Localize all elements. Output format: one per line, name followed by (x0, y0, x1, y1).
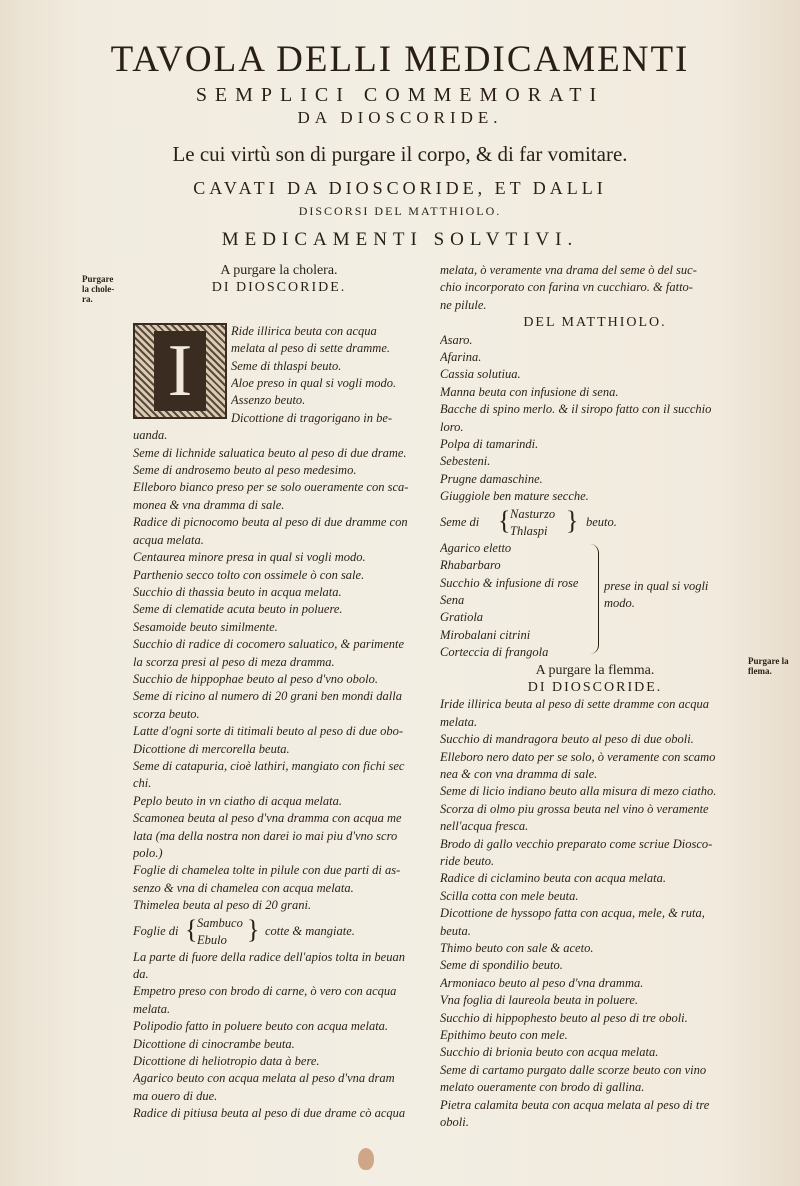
text-line: Foglie di chamelea tolte in pilule con due parti di as- (133, 863, 401, 878)
text-line: Succhio di mandragora beuto al peso di due oboli. (440, 732, 694, 747)
text-line: Seme di ricino al numero di 20 grani ben mondi dalla (133, 689, 402, 704)
text-line: Scilla cotta con mele beuta. (440, 888, 579, 903)
text-line: Seme di androsemo beuto al peso medesimo. (133, 463, 357, 478)
page-title: TAVOLA DELLI MEDICAMENTI (110, 39, 690, 80)
text-line: Gratiola (440, 610, 484, 625)
text-line: Seme di cartamo purgato dalle scorze beuto con vino (440, 1062, 707, 1077)
text-line: Radice di picnocomo beuta al peso di due dramme con (133, 515, 408, 530)
text-line: Seme di spondilio beuto. (440, 958, 563, 973)
text-line: Prugne damaschine. (440, 471, 543, 486)
text-line: Corteccia di frangola (440, 645, 549, 660)
text-line: Dicottione di mercorella beuta. (133, 741, 290, 756)
text-line: acqua melata. (133, 532, 204, 547)
right-head-matthiolo: DEL MATTHIOLO. (523, 315, 667, 331)
text-line: nell'acqua fresca. (440, 819, 529, 834)
brace-items (510, 506, 555, 541)
brace-items (197, 915, 243, 950)
text-line: Pietra calamita beuta con acqua melata al peso di tre (440, 1097, 710, 1112)
right-bracket-group (440, 540, 750, 662)
text-line: Succhio di hippophesto beuto al peso di tre oboli. (440, 1010, 688, 1025)
decorative-ornament (358, 1148, 374, 1170)
right-brace-group (440, 506, 750, 540)
initial-text-block (133, 323, 425, 427)
text-line: Succhio di thassia beuto in acqua melata. (133, 584, 342, 599)
text-line: oboli. (440, 1115, 469, 1130)
text-line: Thimelea beuta al peso di 20 grani. (133, 898, 312, 913)
brace-tail: cotte & mangiate. (265, 923, 355, 938)
left-brace-group (133, 915, 425, 949)
text-line: Aloe preso in qual si vogli modo. (231, 376, 397, 391)
initial-letter: I (154, 331, 207, 411)
text-line: ne pilule. (440, 297, 487, 312)
left-column (133, 262, 425, 1123)
text-line: Succhio de hippophae beuto al peso d'vno obolo. (133, 671, 378, 686)
text-line: Dicottione di tragorigano in be- (231, 410, 393, 425)
text-line: Dicottione de hyssopo fatta con acqua, mele, & ruta, (440, 906, 705, 921)
text-line: Iride illirica beuta al peso di sette dramme con acqua (440, 697, 710, 712)
text-line: melata al peso di sette dramme. (231, 341, 391, 356)
text-line: Polipodio fatto in poluere beuto con acqua melata. (133, 1019, 389, 1034)
right-entry-list-mid (440, 332, 750, 506)
text-line: melata, ò veramente vna drama del seme ò del suc- (440, 263, 697, 277)
bracket-tail: prese in qual si vogli modo. (604, 578, 709, 611)
brace-close: } (566, 505, 579, 535)
margin-note-flemma: Purgare la flema. (748, 656, 789, 676)
subtitle-semplici: SEMPLICI COMMEMORATI (195, 84, 605, 106)
text-line: Epithimo beuto con mele. (440, 1028, 568, 1043)
text-line: polo.) (133, 846, 163, 860)
text-line: nea & con vna dramma di sale. (440, 766, 598, 781)
text-line: Succhio di radice di cocomero saluatico, & parimente (133, 637, 405, 652)
bracket-mark (590, 544, 599, 654)
brace-open: { (185, 914, 198, 944)
text-line: Brodo di gallo vecchio preparato come scriue Diosco- (440, 836, 713, 851)
text-line: Sambuco (197, 915, 243, 930)
text-line: la scorza presi al peso di meza dramma. (133, 654, 335, 669)
text-line: Sebesteni. (440, 454, 491, 469)
text-line: Rhabarbaro (440, 558, 501, 573)
text-line: chi. (133, 776, 152, 791)
text-line: monea & vna dramma di sale. (133, 497, 285, 512)
text-line: chio incorporato con farina vn cucchiaro. & fatto- (440, 280, 693, 295)
text-line: senzo & vna di chamelea con acqua melata. (133, 880, 354, 895)
text-line: Parthenio secco tolto con ossimele ò con sale. (133, 567, 365, 582)
text-line: Ebulo (197, 933, 227, 948)
text-line: Empetro preso con brodo di carne, ò vero con acqua (133, 984, 397, 999)
subtitle-matthiolo: DISCORSI DEL MATTHIOLO. (298, 204, 502, 218)
text-line: Radice di pitiusa beuta al peso di due drame cò acqua (133, 1106, 406, 1121)
left-entry-list (133, 427, 425, 914)
text-line: Dicottione di cinocrambe beuta. (133, 1036, 295, 1051)
text-line: Afarina. (440, 350, 482, 365)
subtitle-virtu: Le cui virtù son di purgare il corpo, & di far vomitare. (172, 142, 628, 166)
text-line: Latte d'ogni sorte di titimali beuto al peso di due obo- (133, 724, 404, 739)
text-line: La parte di fuore della radice dell'apios tolta in beuan (133, 949, 405, 964)
text-line: Scamonea beuta al peso d'vna dramma con acqua me (133, 811, 402, 826)
brace-tail: beuto. (586, 514, 617, 529)
text-line: Mirobalani citrini (440, 627, 531, 642)
text-line: Seme di lichnide saluatica beuto al peso di due drame. (133, 445, 407, 460)
text-line: Assenzo beuto. (231, 393, 306, 408)
text-line: Sesamoide beuto similmente. (133, 619, 278, 634)
text-line: lata (ma della nostra non darei io mai piu d'vno scro (133, 828, 398, 843)
brace-open: { (498, 505, 511, 535)
text-line: Thlaspi (510, 524, 548, 539)
right-entry-list-bottom (440, 696, 750, 1131)
text-line: Seme di catapuria, cioè lathiri, mangiato con fichi sec (133, 758, 405, 773)
text-line: Armoniaco beuto al peso d'vna dramma. (440, 975, 644, 990)
text-line: Giuggiole ben mature secche. (440, 489, 589, 504)
text-line: melato oueramente con brodo di gallina. (440, 1080, 645, 1095)
section-heading-solutivi: MEDICAMENTI SOLVTIVI. (221, 229, 579, 250)
subtitle-dioscoride: DA DIOSCORIDE. (297, 108, 503, 127)
text-line: Peplo beuto in vn ciatho di acqua melata. (133, 793, 342, 808)
brace-lead: Foglie di (133, 923, 179, 938)
text-line: Succhio di brionia beuto con acqua melata. (440, 1045, 659, 1060)
text-line: Agarico eletto (440, 540, 512, 555)
right-entry-list-top (440, 262, 750, 314)
text-line: loro. (440, 419, 464, 434)
text-line: Succhio & infusione di rose (440, 575, 579, 590)
text-line: Nasturzo (510, 506, 556, 521)
margin-note-cholera: Purgare la chole-ra. (82, 274, 115, 304)
text-line: Scorza di olmo piu grossa beuta nel vino ò veramente (440, 801, 709, 816)
text-line: scorza beuto. (133, 706, 200, 721)
text-line: Polpa di tamarindi. (440, 437, 539, 452)
brace-close: } (247, 914, 260, 944)
text-line: Asaro. (440, 332, 473, 347)
left-entry-list-2 (133, 949, 425, 1123)
right-column (440, 262, 750, 1132)
text-line: Centaurea minore presa in qual si vogli modo. (133, 550, 366, 565)
text-line: Dicottione di heliotropio data à bere. (133, 1054, 320, 1069)
text-line: Elleboro bianco preso per se solo oueramente con sca- (133, 480, 409, 495)
text-line: da. (133, 967, 149, 982)
text-line: Seme di thlaspi beuto. (231, 358, 342, 373)
right-head-dioscoride: DI DIOSCORIDE. (527, 679, 663, 695)
left-head: DI DIOSCORIDE. (211, 280, 347, 296)
brace-lead: Seme di (440, 514, 480, 529)
text-line: Seme di licio indiano beuto alla misura di mezo ciatho. (440, 784, 717, 799)
text-line: uanda. (133, 428, 168, 443)
text-line: Elleboro nero dato per se solo, ò veramente con scamo (440, 749, 716, 764)
text-line: Bacche di spino merlo. & il siropo fatto con il succhio (440, 402, 712, 417)
text-line: beuta. (440, 923, 471, 938)
text-line: Ride illirica beuta con acqua (231, 323, 377, 338)
text-line: Thimo beuto con sale & aceto. (440, 941, 594, 956)
text-line: Agarico beuto con acqua melata al peso d'vna dram (133, 1071, 395, 1086)
text-line: Radice di ciclamino beuta con acqua melata. (440, 871, 666, 886)
left-subhead: A purgare la cholera. (220, 263, 338, 278)
text-line: melata. (133, 1001, 171, 1016)
right-subhead-flemma: A purgare la flemma. (535, 662, 655, 678)
text-line: Vna foglia di laureola beuta in poluere. (440, 993, 639, 1008)
text-line: ride beuto. (440, 854, 495, 868)
text-line: Cassia solutiua. (440, 367, 521, 382)
text-line: Sena (440, 592, 465, 607)
text-line: ma ouero di due. (133, 1088, 218, 1103)
text-line: melata. (440, 714, 478, 729)
text-line: Seme di clematide acuta beuto in poluere. (133, 602, 343, 617)
subtitle-cavati: CAVATI DA DIOSCORIDE, ET DALLI (193, 178, 607, 198)
text-line: Manna beuta con infusione di sena. (440, 384, 619, 399)
